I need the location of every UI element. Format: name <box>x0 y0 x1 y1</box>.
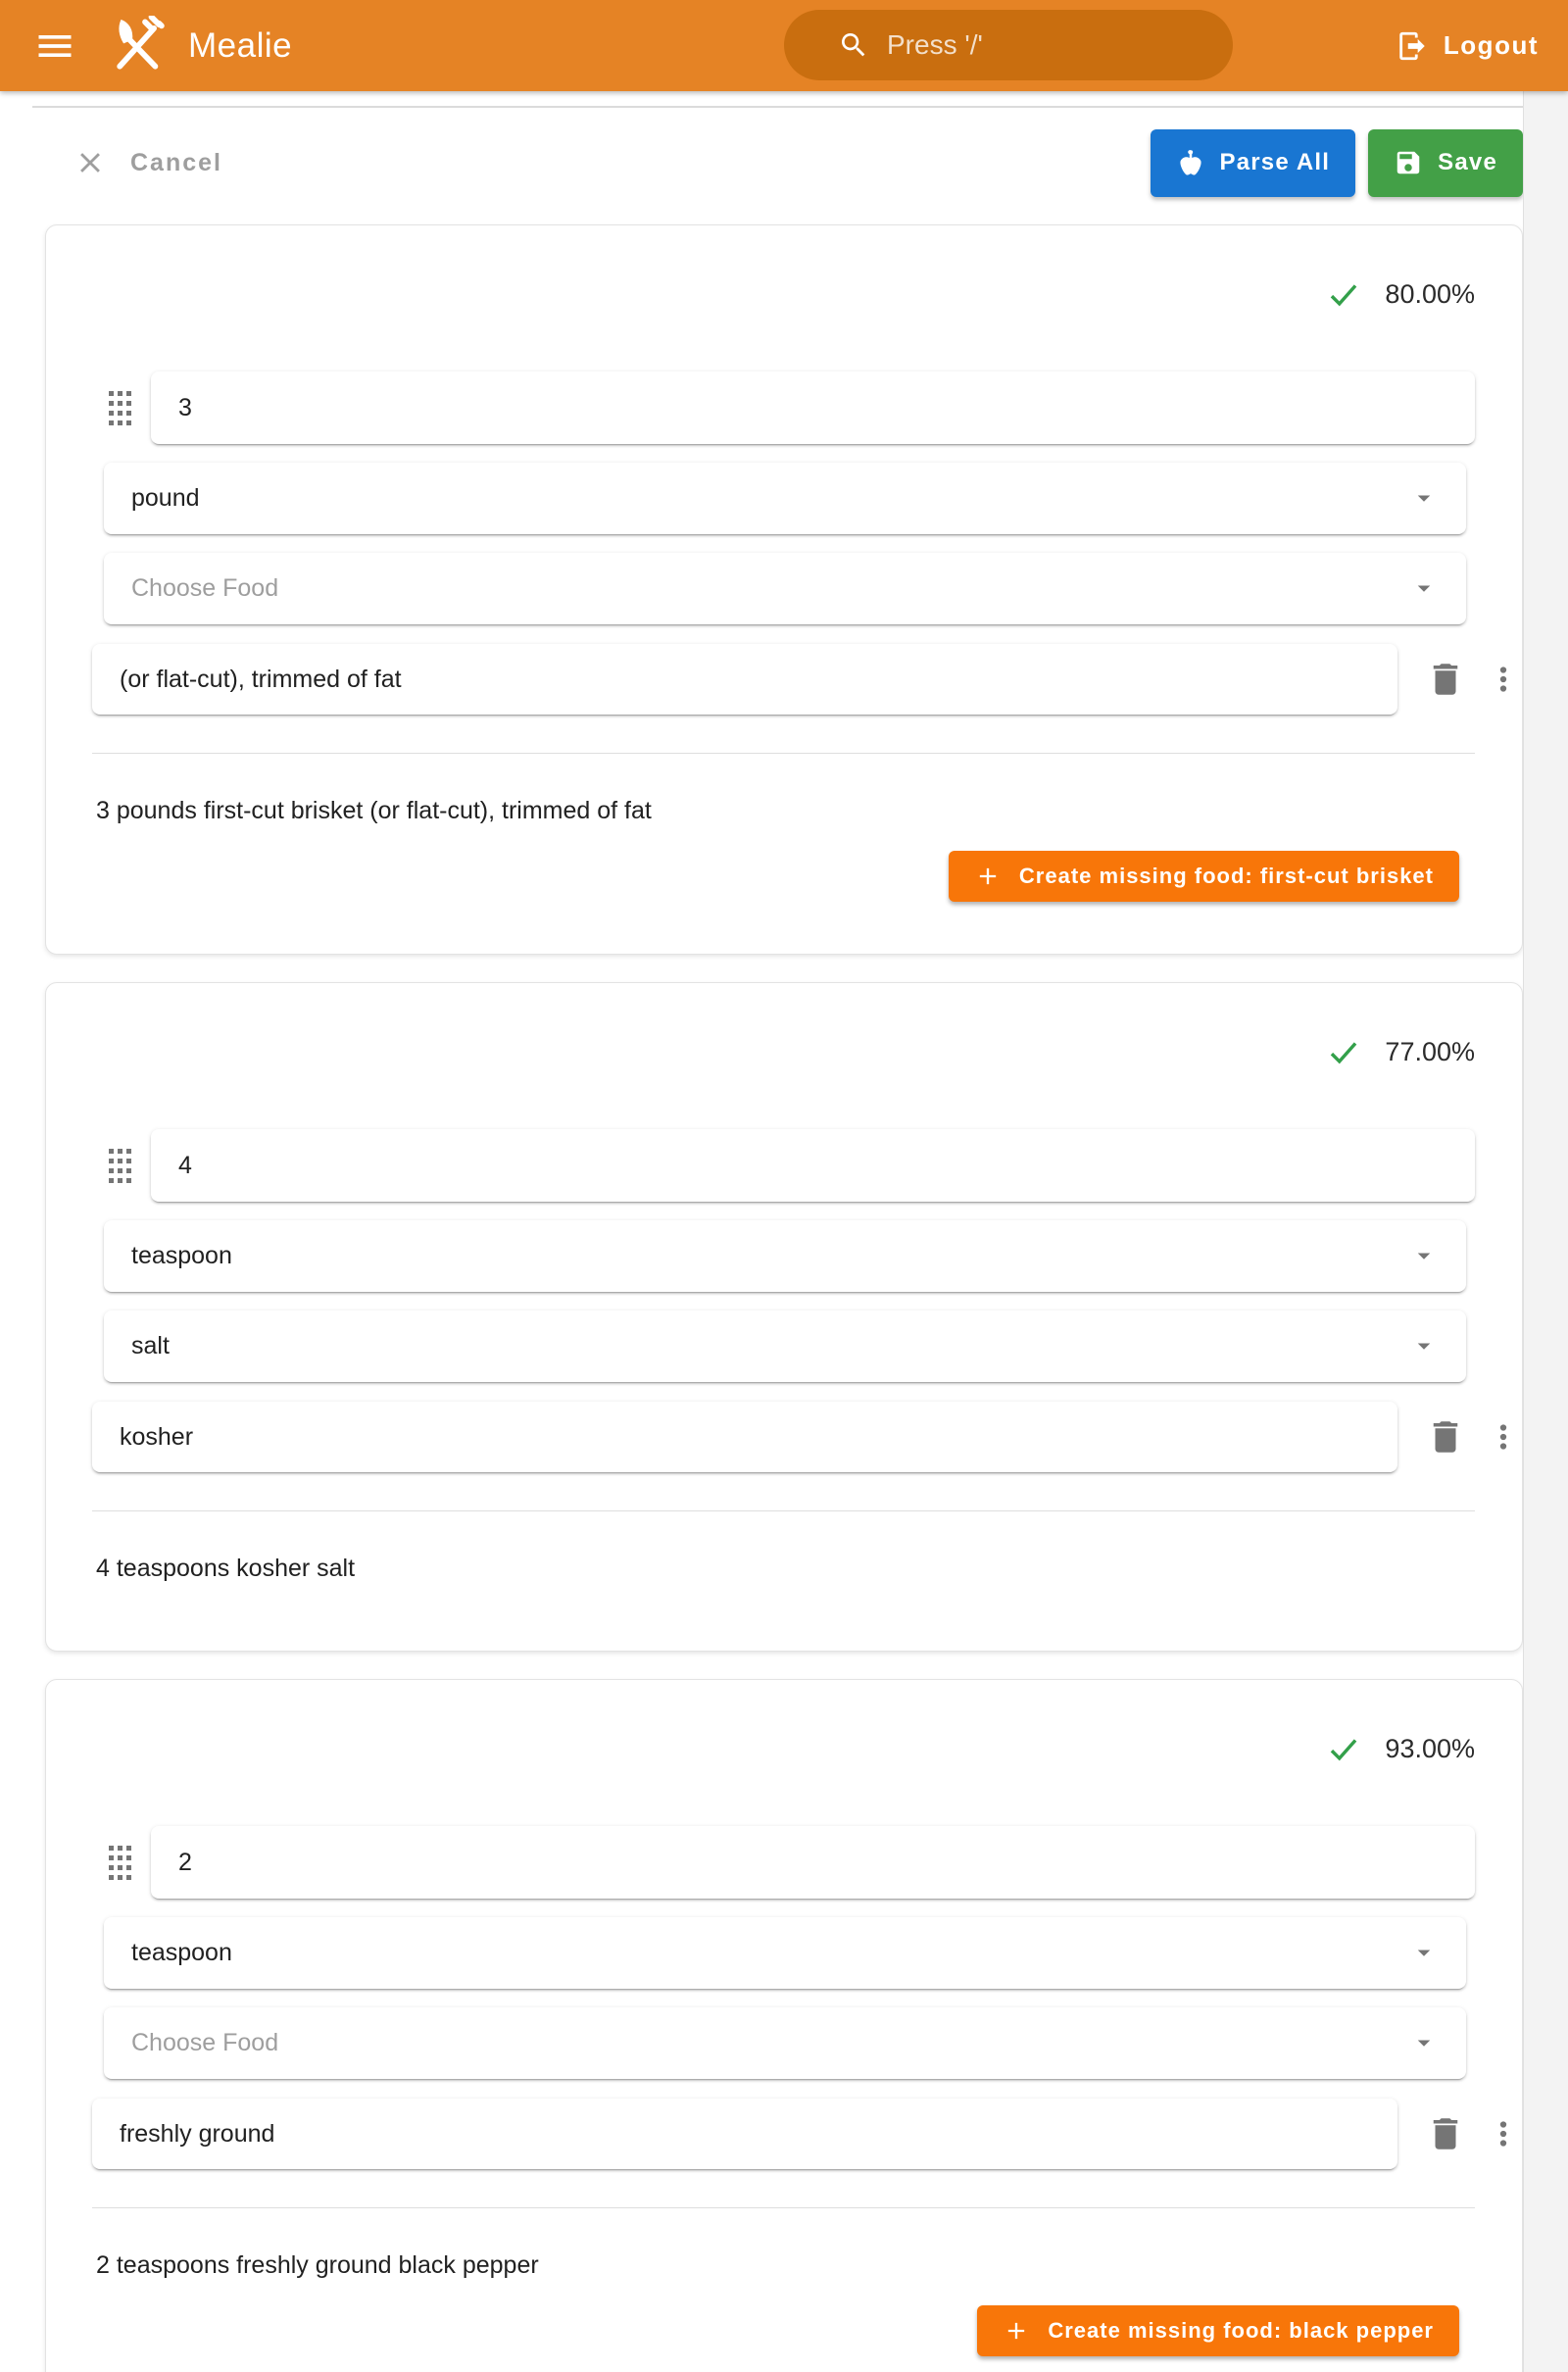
chevron-down-icon <box>1409 2028 1439 2057</box>
delete-button[interactable] <box>1425 2110 1466 2157</box>
apple-icon <box>1176 148 1205 177</box>
cancel-label: Cancel <box>130 148 222 176</box>
check-icon <box>1324 1732 1363 1765</box>
search-input[interactable] <box>784 10 1233 80</box>
ingredient-card <box>45 982 1523 1652</box>
quantity-input[interactable] <box>151 371 1475 444</box>
confidence-percent: 93.00% <box>1385 1733 1475 1763</box>
food-placeholder: Choose Food <box>131 2029 279 2056</box>
unit-select[interactable] <box>104 463 1466 534</box>
food-select[interactable] <box>104 553 1466 624</box>
delete-button[interactable] <box>1425 1413 1466 1460</box>
ingredient-parser-list <box>0 224 1568 2372</box>
logout-icon <box>1396 29 1429 63</box>
parse-all-label: Parse All <box>1219 149 1331 175</box>
ingredient-card <box>45 1679 1523 2372</box>
save-label: Save <box>1438 149 1497 175</box>
trash-icon <box>1425 1416 1466 1458</box>
menu-button[interactable] <box>29 21 80 72</box>
create-missing-food-label: Create missing food: black pepper <box>1048 2318 1434 2343</box>
unit-value: teaspoon <box>131 1939 232 1966</box>
header-divider <box>32 106 1523 108</box>
card-divider <box>92 1510 1475 1511</box>
delete-button[interactable] <box>1425 656 1466 703</box>
unit-select[interactable] <box>104 1917 1466 1989</box>
ingredient-card <box>45 224 1523 955</box>
create-missing-food-label: Create missing food: first-cut brisket <box>1018 864 1434 888</box>
food-select[interactable] <box>104 2007 1466 2079</box>
check-icon <box>1324 1035 1363 1068</box>
quantity-input[interactable] <box>151 1129 1475 1202</box>
kebab-menu-icon <box>1485 1418 1522 1456</box>
note-input[interactable] <box>92 2099 1397 2169</box>
parsed-ingredient-text: 4 teaspoons kosher salt <box>96 1555 356 1582</box>
chevron-down-icon <box>1409 483 1439 513</box>
logout-label: Logout <box>1443 30 1539 60</box>
plus-icon <box>974 863 1002 890</box>
drag-handle-icon[interactable] <box>107 388 133 427</box>
save-button[interactable] <box>1368 129 1523 197</box>
confidence-percent: 80.00% <box>1385 278 1475 309</box>
food-select[interactable] <box>104 1310 1466 1382</box>
parsed-ingredient-text: 2 teaspoons freshly ground black pepper <box>96 2251 539 2279</box>
search-placeholder: Press '/' <box>887 29 983 60</box>
card-divider <box>92 753 1475 754</box>
unit-value: teaspoon <box>131 1242 232 1269</box>
unit-select[interactable] <box>104 1220 1466 1292</box>
chevron-down-icon <box>1409 573 1439 603</box>
more-options-button[interactable] <box>1485 656 1522 703</box>
drag-handle-icon[interactable] <box>107 1146 133 1185</box>
save-icon <box>1394 148 1423 177</box>
logout-button[interactable] <box>1396 0 1539 91</box>
create-missing-food-button[interactable] <box>977 2305 1459 2356</box>
more-options-button[interactable] <box>1485 2110 1522 2157</box>
parse-all-button[interactable] <box>1151 129 1356 197</box>
kebab-menu-icon <box>1485 2115 1522 2152</box>
card-divider <box>92 2207 1475 2208</box>
food-value: salt <box>131 1332 170 1359</box>
scrollbar-gutter[interactable] <box>1523 91 1568 2372</box>
trash-icon <box>1425 659 1466 700</box>
create-missing-food-button[interactable] <box>949 851 1459 902</box>
plus-icon <box>1003 2317 1030 2345</box>
cancel-button[interactable] <box>74 146 222 179</box>
chevron-down-icon <box>1409 1241 1439 1270</box>
trash-icon <box>1425 2113 1466 2154</box>
quantity-input[interactable] <box>151 1826 1475 1899</box>
editor-toolbar <box>45 128 1523 197</box>
app-bar <box>0 0 1568 91</box>
search-icon <box>838 29 869 61</box>
unit-value: pound <box>131 484 200 512</box>
mealie-logo-icon <box>106 16 167 76</box>
more-options-button[interactable] <box>1485 1413 1522 1460</box>
app-title: Mealie <box>188 25 293 65</box>
check-icon <box>1324 277 1363 311</box>
drag-handle-icon[interactable] <box>107 1843 133 1882</box>
note-input[interactable] <box>92 1402 1397 1472</box>
food-placeholder: Choose Food <box>131 574 279 602</box>
note-input[interactable] <box>92 644 1397 715</box>
chevron-down-icon <box>1409 1938 1439 1967</box>
chevron-down-icon <box>1409 1331 1439 1360</box>
kebab-menu-icon <box>1485 661 1522 698</box>
parsed-ingredient-text: 3 pounds first-cut brisket (or flat-cut), trimmed of fat <box>96 797 652 824</box>
confidence-percent: 77.00% <box>1385 1036 1475 1066</box>
close-icon <box>74 146 107 179</box>
menu-icon <box>33 25 76 68</box>
